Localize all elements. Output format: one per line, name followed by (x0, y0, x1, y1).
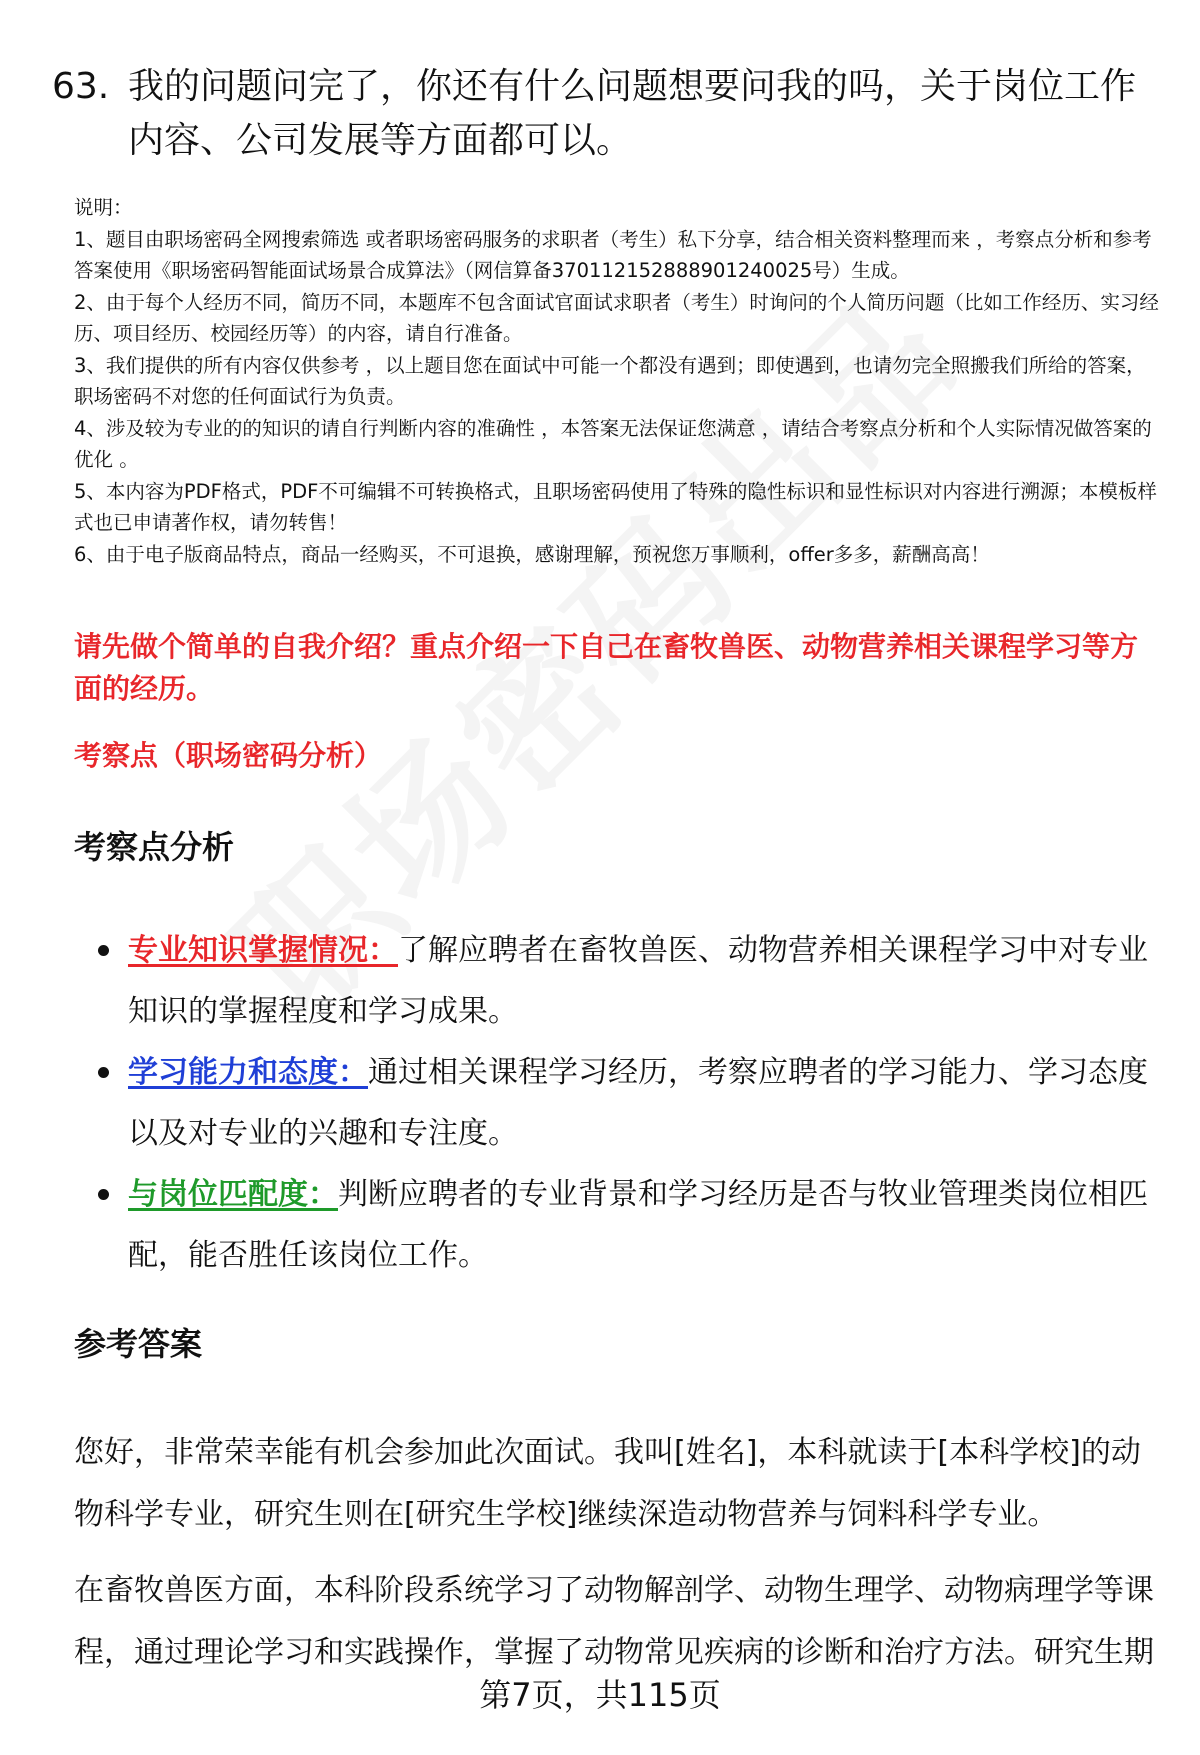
analysis-keyword: 学习能力和态度： (128, 1055, 368, 1090)
answer-heading: 参考答案 (74, 1325, 203, 1363)
answer-paragraph: 在畜牧兽医方面，本科阶段系统学习了动物解剖学、动物生理学、动物病理学等课程，通过理论学习和实践操作，掌握了动物常见疾病的诊断和治疗方法。研究生期 (74, 1573, 1154, 1670)
analysis-list (98, 920, 1158, 1286)
page-footer: 第7页，共115页 (479, 1676, 721, 1714)
analysis-text: 通过相关课程学习经历，考察应聘者的学习能力、学习态度以及对专业的兴趣和专注度。 (128, 1055, 1148, 1151)
note-item: 6、由于电子版商品特点，商品一经购买，不可退换，感谢理解，预祝您万事顺利，offer多多，薪酬高高！ (74, 542, 990, 566)
note-item: 5、本内容为PDF格式，PDF不可编辑不可转换格式，且职场密码使用了特殊的隐性标识和显性标识对内容进行溯源；本模板样式也已申请著作权，请勿转售！ (74, 479, 1157, 534)
note-item: 3、我们提供的所有内容仅供参考 ，以上题目您在面试中可能一个都没有遇到；即使遇到，也请勿完全照搬我们所给的答案，职场密码不对您的任何面试行为负责。 (74, 353, 1146, 408)
interview-question: 请先做个简单的自我介绍？重点介绍一下自己在畜牧兽医、动物营养相关课程学习等方面的经历。 (74, 630, 1139, 705)
note-item: 2、由于每个人经历不同，简历不同，本题库不包含面试官面试求职者（考生）时询问的个人简历问题（比如工作经历、实习经历、项目经历、校园经历等）的内容，请自行准备。 (74, 290, 1159, 345)
bullet-dot-icon (98, 1067, 109, 1078)
analysis-text: 判断应聘者的专业背景和学习经历是否与牧业管理类岗位相匹配，能否胜任该岗位工作。 (128, 1177, 1148, 1273)
question-text: 我的问题问完了，你还有什么问题想要问我的吗，关于岗位工作内容、公司发展等方面都可以。 (128, 66, 1137, 161)
analysis-text: 了解应聘者在畜牧兽医、动物营养相关课程学习中对专业知识的掌握程度和学习成果。 (128, 933, 1148, 1029)
analysis-keyword: 与岗位匹配度： (128, 1177, 338, 1212)
note-item: 1、题目由职场密码全网搜索筛选 或者职场密码服务的求职者（考生）私下分享，结合相关资料整理而来 ，考察点分析和参考答案使用《职场密码智能面试场景合成算法》（网信算备370112152888901240025号）生成。 (74, 227, 1152, 282)
answer-paragraph: 您好，非常荣幸能有机会参加此次面试。我叫[姓名]，本科就读于[本科学校]的动物科学专业，研究生则在[研究生学校]继续深造动物营养与饲料科学专业。 (74, 1435, 1141, 1532)
analysis-heading: 考察点分析 (74, 828, 235, 866)
analysis-subtitle: 考察点（职场密码分析） (74, 739, 383, 772)
analysis-point (98, 1164, 1158, 1286)
bullet-dot-icon (98, 945, 109, 956)
question-heading (52, 60, 1162, 168)
question-number: 63. (52, 66, 110, 107)
analysis-point (98, 920, 1158, 1042)
notes-block (74, 192, 1164, 570)
bullet-dot-icon (98, 1189, 109, 1200)
note-item: 4、涉及较为专业的的知识的请自行判断内容的准确性 ，本答案无法保证您满意 ，请结合考察点分析和个人实际情况做答案的优化 。 (74, 416, 1152, 471)
analysis-point (98, 1042, 1158, 1164)
notes-title: 说明： (74, 196, 133, 219)
analysis-keyword: 专业知识掌握情况： (128, 933, 398, 968)
